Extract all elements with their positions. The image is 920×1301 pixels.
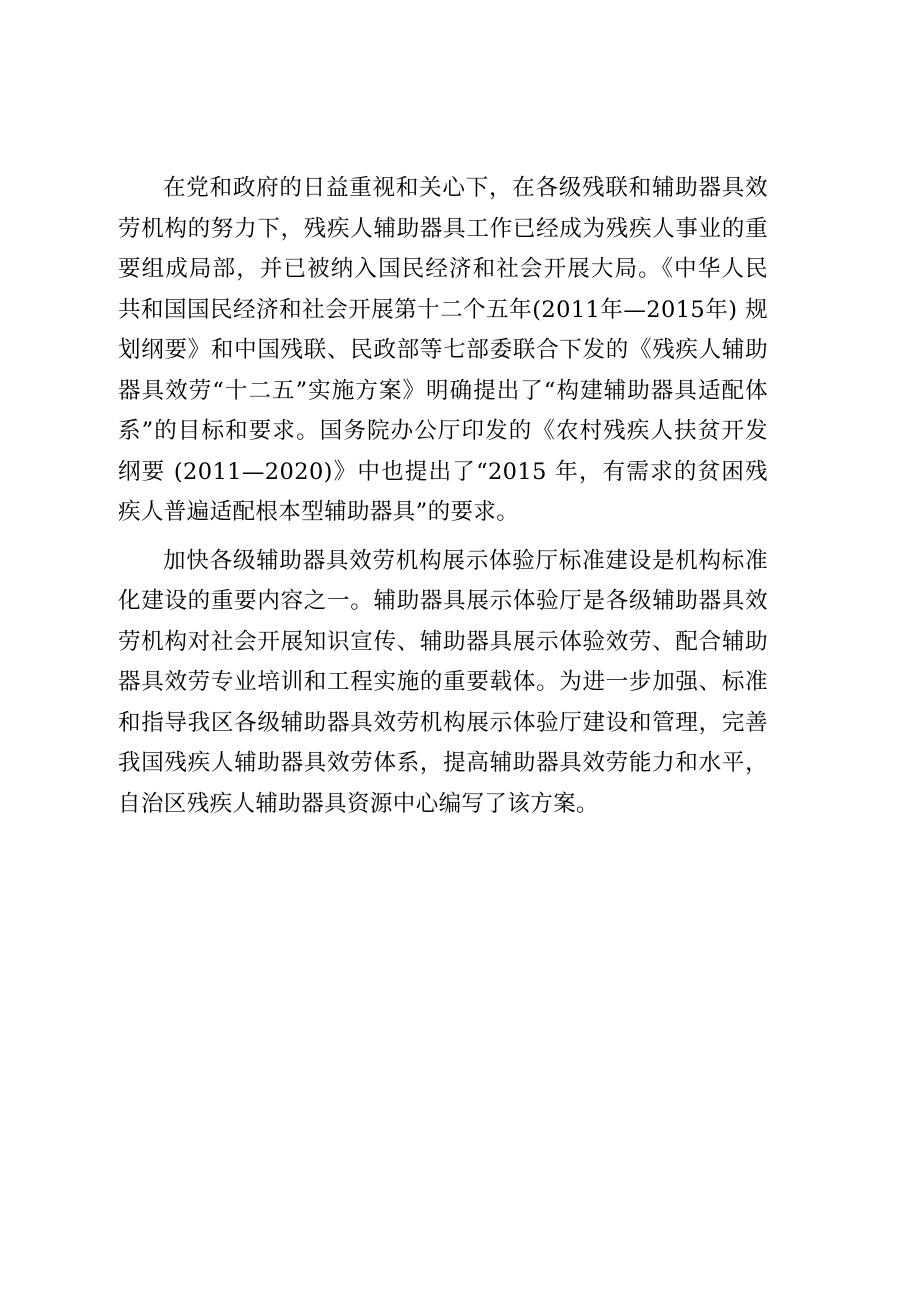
document-body — [118, 168, 768, 824]
paragraph-2: 加快各级辅助器具效劳机构展示体验厅标准建设是机构标准化建设的重要内容之一。辅助器具展示体验厅是各级辅助器具效劳机构对社会开展知识宣传、辅助器具展示体验效劳、配合辅助器具效劳专业培训和工程实施的重要载体。为进一步加强、标准和指导我区各级辅助器具效劳机构展示体验厅建设和管理，完善我国残疾人辅助器具效劳体系，提高辅助器具效劳能力和水平，自治区残疾人辅助器具资源中心编写了该方案。 — [118, 547, 768, 817]
paragraph-1: 在党和政府的日益重视和关心下，在各级残联和辅助器具效劳机构的努力下，残疾人辅助器具工作已经成为残疾人事业的重要组成局部，并已被纳入国民经济和社会开展大局。《中华人民共和国国民经济和社会开展第十二个五年(2011年—2015年) 规划纲要》和中国残联、民政部等七部委联合下发的《残疾人辅助器具效劳“十二五”实施方案》明确提出了“构建辅助器具适配体系”的目标和要求。国务院办公厅印发的《农村残疾人扶贫开发纲要 (2011—2020)》中也提出了“2015 年，有需求的贫困残疾人普遍适配根本型辅助器具”的要求。 — [118, 175, 768, 525]
